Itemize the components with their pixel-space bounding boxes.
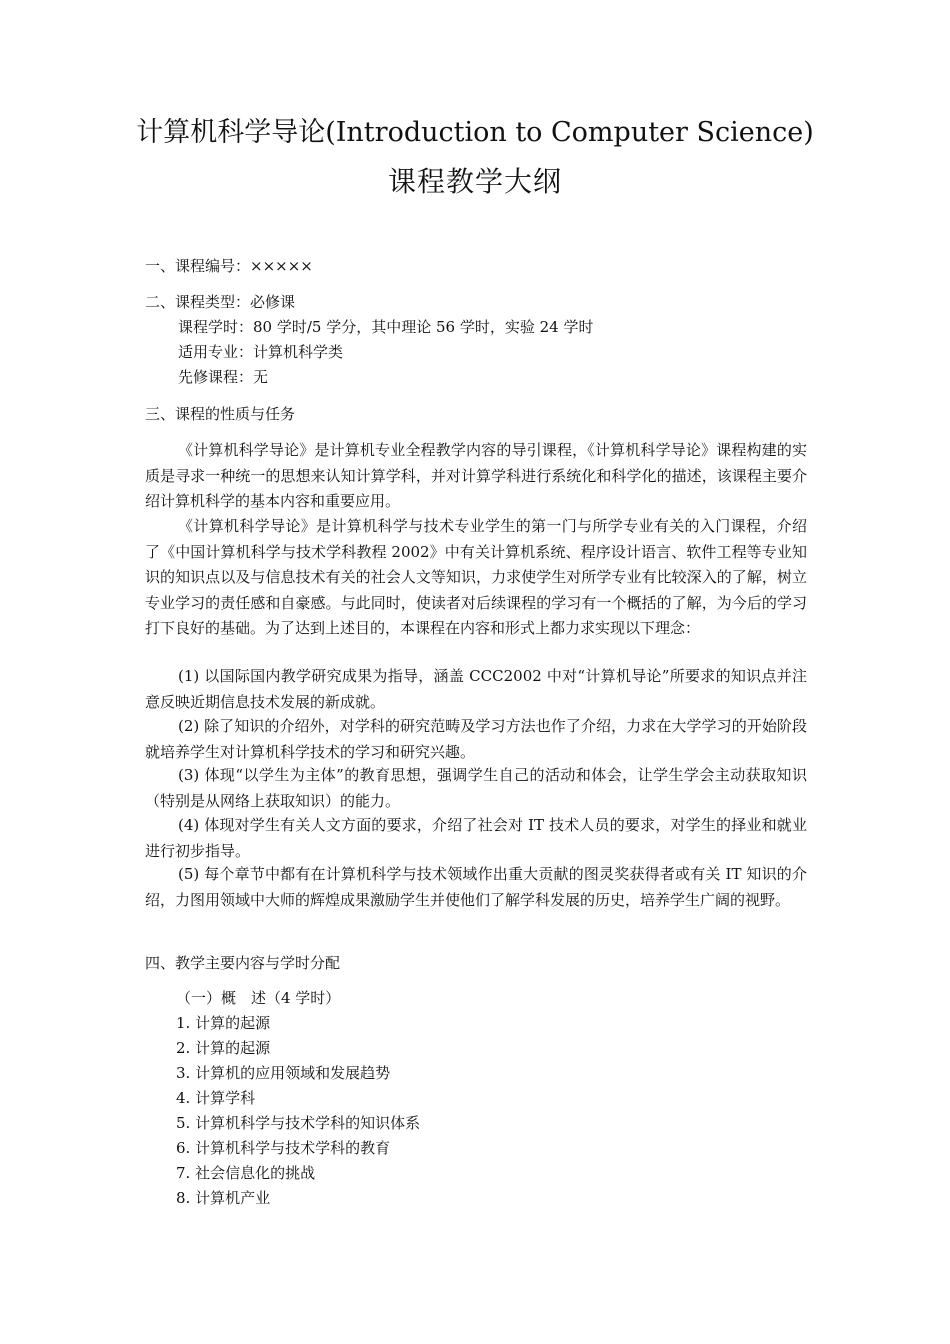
course-major: 适用专业：计算机科学类 [178,343,344,361]
principle-item: (2) 除了知识的介绍外，对学科的研究范畴及学习方法也作了介绍，力求在大学学习的开始阶段就培养学生对计算机科学技术的学习和研究兴趣。 [145,717,807,761]
course-hours: 课程学时：80 学时/5 学分，其中理论 56 学时，实验 24 学时 [178,318,594,336]
section3-paragraph: 《计算机科学导论》是计算机专业全程教学内容的导引课程，《计算机科学导论》课程构建的实质是寻求一种统一的思想来认知计算学科，并对计算学科进行系统化和科学化的描述，该课程主要介绍计算机科学的基本内容和重要应用。 [145,441,807,510]
principle-item: (1) 以国际国内教学研究成果为指导，涵盖 CCC2002 中对“计算机导论”所要求的知识点并注意反映近期信息技术发展的新成就。 [145,667,807,711]
chapter1-topic-list [176,1011,420,1211]
list-item: 7. 社会信息化的挑战 [176,1164,316,1182]
chapter1-title: （一）概 述（4 学时） [176,989,341,1007]
list-item: 8. 计算机产业 [176,1189,271,1207]
list-item: 6. 计算机科学与技术学科的教育 [176,1139,391,1157]
list-item: 1. 计算的起源 [176,1014,271,1032]
principle-item: (3) 体现“以学生为主体”的教育思想，强调学生自己的活动和体会，让学生学会主动获取知识（特别是从网络上获取知识）的能力。 [145,766,807,810]
course-prereq: 先修课程：无 [178,368,269,386]
section3-paragraph: 《计算机科学导论》是计算机科学与技术专业学生的第一门与所学专业有关的入门课程，介绍了《中国计算机科学与技术学科教程 2002》中有关计算机系统、程序设计语言、软件工程等专业知识的知识点以及与信息技术有关的社会人文等知识，力求使学生对所学专业有比较深入的了解，树立专业学习的责任感和自豪感。与此同时，使读者对后续课程的学习有一个概括的了解，为今后的学习打下良好的基础。为了达到上述目的，本课程在内容和形式上都力求实现以下理念： [145,517,807,637]
section3-heading: 三、课程的性质与任务 [145,405,296,423]
course-type: 二、课程类型：必修课 [145,293,296,311]
principle-item: (4) 体现对学生有关人文方面的要求，介绍了社会对 IT 技术人员的要求，对学生的择业和就业进行初步指导。 [145,816,807,860]
list-item: 4. 计算学科 [176,1089,256,1107]
course-code: 一、课程编号：××××× [145,257,313,275]
document-subtitle: 课程教学大纲 [387,165,562,198]
section4-heading: 四、教学主要内容与学时分配 [145,954,341,972]
principle-item: (5) 每个章节中都有在计算机科学与技术领域作出重大贡献的图灵奖获得者或有关 IT 知识的介绍，力图用领域中大师的辉煌成果激励学生并使他们了解学科发展的历史，培养学生广阔的视野。 [145,865,807,909]
list-item: 5. 计算机科学与技术学科的知识体系 [176,1114,421,1132]
document-title: 计算机科学导论(Introduction to Computer Science) [136,117,814,148]
list-item: 2. 计算的起源 [176,1039,271,1057]
list-item: 3. 计算机的应用领域和发展趋势 [176,1064,391,1082]
